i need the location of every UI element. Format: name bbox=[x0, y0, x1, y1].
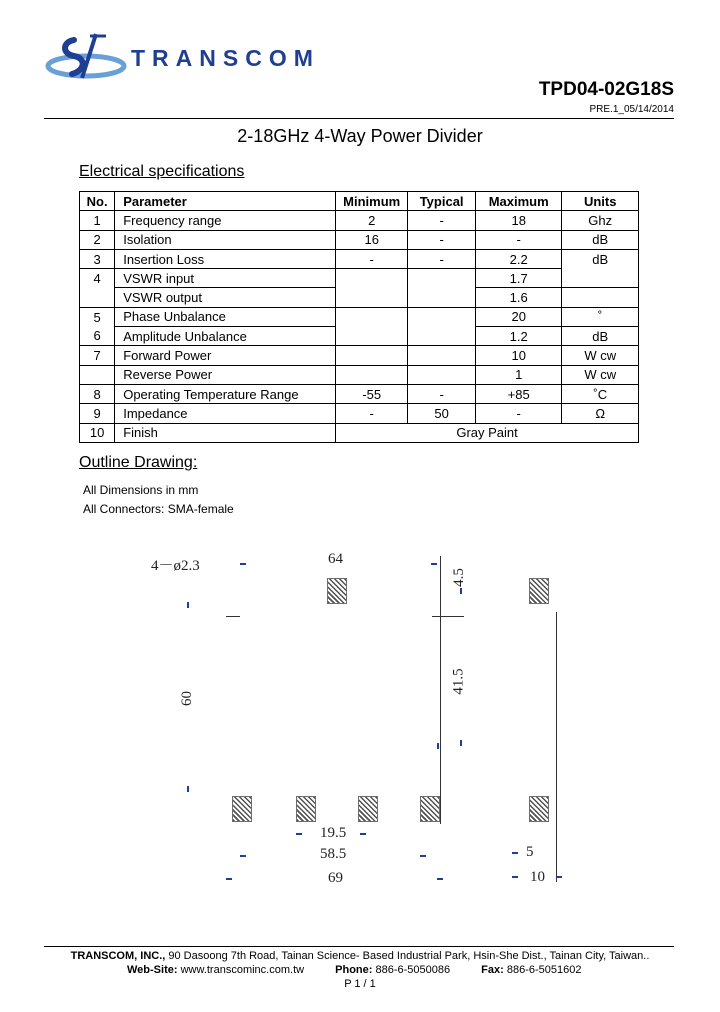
cell-min bbox=[336, 346, 408, 365]
footer-fax-label: Fax: bbox=[481, 964, 504, 976]
dim-5: 5 bbox=[526, 844, 534, 860]
page-title: 2-18GHz 4-Way Power Divider bbox=[237, 126, 483, 146]
cell-typ bbox=[408, 327, 476, 346]
cell-no: 6 bbox=[80, 327, 115, 346]
tick-mark bbox=[420, 855, 426, 857]
cell-unit: ˚ bbox=[562, 307, 639, 326]
hole-mark-left bbox=[226, 616, 240, 617]
tick-mark bbox=[512, 852, 518, 854]
cell-no: 4 bbox=[80, 269, 115, 288]
electrical-heading: Electrical specifications bbox=[79, 163, 245, 180]
cell-typ: 50 bbox=[408, 404, 476, 423]
table-row bbox=[80, 404, 639, 423]
cell-max: - bbox=[475, 404, 562, 423]
cell-min bbox=[336, 365, 408, 384]
cell-unit: dB bbox=[562, 249, 639, 268]
cell-unit: Ω bbox=[562, 404, 639, 423]
table-header-row bbox=[80, 192, 639, 211]
cell-parameter: VSWR output bbox=[115, 288, 336, 307]
cell-no bbox=[80, 288, 115, 307]
dim-height-left: 60 bbox=[179, 691, 195, 706]
dim-69: 69 bbox=[328, 870, 343, 886]
col-header-typical: Typical bbox=[408, 192, 476, 211]
page-number: P 1 / 1 bbox=[344, 978, 376, 990]
document-code: TPD04-02G18S bbox=[538, 79, 674, 100]
cell-no: 2 bbox=[80, 230, 115, 249]
connector-output-4 bbox=[420, 796, 440, 822]
dim-19-5: 19.5 bbox=[320, 825, 347, 841]
tick-mark bbox=[460, 740, 462, 746]
dim-41-5: 41.5 bbox=[450, 668, 467, 695]
electrical-spec-table bbox=[79, 191, 639, 443]
cell-unit: Ghz bbox=[562, 211, 639, 230]
table-row bbox=[80, 327, 639, 346]
note-connectors: All Connectors: SMA-female bbox=[83, 502, 234, 516]
table-row bbox=[80, 365, 639, 384]
cell-parameter: Amplitude Unbalance bbox=[115, 327, 336, 346]
tick-mark bbox=[226, 878, 232, 880]
table-row bbox=[80, 288, 639, 307]
cell-min bbox=[336, 269, 408, 288]
col-header-no: No. bbox=[80, 192, 115, 211]
footer-contact-line bbox=[127, 964, 607, 976]
cell-unit bbox=[562, 288, 639, 307]
cell-parameter: Operating Temperature Range bbox=[115, 384, 336, 403]
tick-mark bbox=[296, 833, 302, 835]
tick-mark bbox=[360, 833, 366, 835]
cell-unit: dB bbox=[562, 230, 639, 249]
cell-min bbox=[336, 307, 408, 326]
col-header-units: Units bbox=[562, 192, 639, 211]
col-header-minimum: Minimum bbox=[336, 192, 408, 211]
cell-min bbox=[336, 288, 408, 307]
tick-mark bbox=[437, 878, 443, 880]
tick-mark bbox=[512, 876, 518, 878]
table-row bbox=[80, 230, 639, 249]
cell-finish-value: Gray Paint bbox=[336, 423, 639, 442]
cell-max: 18 bbox=[475, 211, 562, 230]
table-row bbox=[80, 384, 639, 403]
tick-mark bbox=[460, 588, 462, 594]
cell-no: 5 bbox=[80, 307, 115, 326]
cell-max: 1 bbox=[475, 365, 562, 384]
cell-unit: ˚C bbox=[562, 384, 639, 403]
table-row bbox=[80, 307, 639, 326]
cell-no: 7 bbox=[80, 346, 115, 365]
side-view-right-line bbox=[556, 612, 557, 882]
cell-no: 1 bbox=[80, 211, 115, 230]
cell-parameter: VSWR input bbox=[115, 269, 336, 288]
cell-typ bbox=[408, 288, 476, 307]
dim-holes: 4－ø2.3 bbox=[151, 558, 200, 574]
table-row bbox=[80, 269, 639, 288]
footer-fax: 886-6-5051602 bbox=[506, 964, 582, 976]
cell-max: 20 bbox=[475, 307, 562, 326]
footer-divider bbox=[44, 946, 674, 947]
cell-max: 10 bbox=[475, 346, 562, 365]
tick-mark bbox=[240, 563, 246, 565]
cell-typ bbox=[408, 307, 476, 326]
cell-no bbox=[80, 365, 115, 384]
cell-typ bbox=[408, 346, 476, 365]
col-header-maximum: Maximum bbox=[475, 192, 562, 211]
cell-no: 8 bbox=[80, 384, 115, 403]
footer-web-label: Web-Site: bbox=[127, 964, 178, 976]
brand-name: TRANSCOM bbox=[131, 45, 320, 71]
tick-mark bbox=[187, 602, 189, 608]
cell-unit bbox=[562, 269, 639, 288]
connector-output-3 bbox=[358, 796, 378, 822]
tick-mark bbox=[556, 876, 562, 878]
cell-typ: - bbox=[408, 211, 476, 230]
table-row bbox=[80, 211, 639, 230]
table-row bbox=[80, 346, 639, 365]
cell-max: +85 bbox=[475, 384, 562, 403]
cell-typ: - bbox=[408, 230, 476, 249]
cell-max: 1.6 bbox=[475, 288, 562, 307]
cell-parameter: Forward Power bbox=[115, 346, 336, 365]
cell-parameter: Impedance bbox=[115, 404, 336, 423]
dim-10: 10 bbox=[530, 869, 545, 885]
connector-input-top bbox=[327, 578, 347, 604]
document-revision: PRE.1_05/14/2014 bbox=[589, 104, 674, 115]
cell-min: 16 bbox=[336, 230, 408, 249]
cell-parameter: Phase Unbalance bbox=[115, 307, 336, 326]
footer-phone: 886-6-5050086 bbox=[375, 964, 451, 976]
cell-parameter: Reverse Power bbox=[115, 365, 336, 384]
cell-no: 9 bbox=[80, 404, 115, 423]
transcom-logo-icon bbox=[44, 28, 128, 84]
side-view-edge-line bbox=[440, 556, 441, 824]
note-dimensions: All Dimensions in mm bbox=[83, 483, 199, 497]
dim-58-5: 58.5 bbox=[320, 846, 347, 862]
cell-max: - bbox=[475, 230, 562, 249]
footer-address: 90 Dasoong 7th Road, Tainan Science- Based Industrial Park, Hsin-She Dist., Tainan City, Taiwan.. bbox=[168, 950, 650, 962]
cell-typ bbox=[408, 269, 476, 288]
dim-width-top: 64 bbox=[328, 551, 343, 567]
hole-center-mark bbox=[432, 616, 464, 617]
cell-min: 2 bbox=[336, 211, 408, 230]
cell-no: 10 bbox=[80, 423, 115, 442]
tick-mark bbox=[431, 563, 437, 565]
tick-mark bbox=[437, 743, 439, 749]
col-header-parameter: Parameter bbox=[115, 192, 336, 211]
outline-heading: Outline Drawing: bbox=[79, 454, 198, 471]
table-row bbox=[80, 249, 639, 268]
cell-max: 2.2 bbox=[475, 249, 562, 268]
cell-parameter: Insertion Loss bbox=[115, 249, 336, 268]
tick-mark bbox=[187, 786, 189, 792]
cell-parameter: Frequency range bbox=[115, 211, 336, 230]
cell-typ: - bbox=[408, 249, 476, 268]
connector-output-side bbox=[529, 796, 549, 822]
cell-parameter: Isolation bbox=[115, 230, 336, 249]
dim-4-5: 4.5 bbox=[450, 568, 467, 587]
cell-unit: W cw bbox=[562, 346, 639, 365]
connector-output-1 bbox=[232, 796, 252, 822]
cell-parameter: Finish bbox=[115, 423, 336, 442]
cell-min: -55 bbox=[336, 384, 408, 403]
cell-typ: - bbox=[408, 384, 476, 403]
connector-input-side bbox=[529, 578, 549, 604]
footer-web-link[interactable]: www.transcominc.com.tw bbox=[180, 964, 305, 976]
cell-unit: dB bbox=[562, 327, 639, 346]
header-divider bbox=[44, 118, 674, 119]
cell-min bbox=[336, 327, 408, 346]
cell-typ bbox=[408, 365, 476, 384]
footer-company: TRANSCOM, INC., bbox=[70, 950, 166, 962]
cell-min: - bbox=[336, 404, 408, 423]
cell-max: 1.2 bbox=[475, 327, 562, 346]
cell-no: 3 bbox=[80, 249, 115, 268]
footer-phone-label: Phone: bbox=[335, 964, 373, 976]
cell-max: 1.7 bbox=[475, 269, 562, 288]
footer-address-line bbox=[0, 950, 720, 962]
table-row bbox=[80, 423, 639, 442]
tick-mark bbox=[240, 855, 246, 857]
connector-output-2 bbox=[296, 796, 316, 822]
cell-min: - bbox=[336, 249, 408, 268]
cell-unit: W cw bbox=[562, 365, 639, 384]
